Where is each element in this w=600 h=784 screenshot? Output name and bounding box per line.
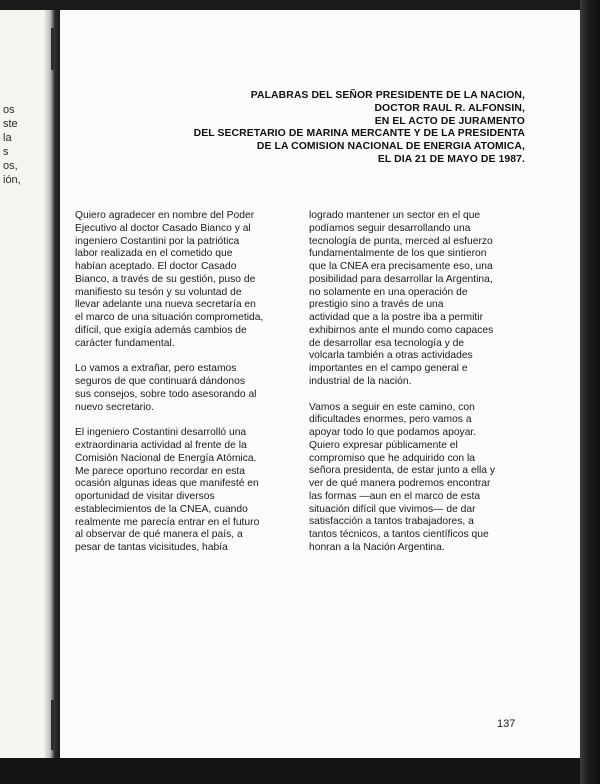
- previous-page-fragment: s: [3, 146, 9, 158]
- text-line: señora presidenta, de estar junto a ella y: [309, 465, 496, 477]
- text-line: tecnología de punta, merced al esfuerzo: [309, 235, 493, 247]
- text-line: Quiero expresar públicamente el: [309, 439, 458, 451]
- text-line: Quiero agradecer en nombre del Poder: [75, 210, 255, 221]
- text-line: establecimientos de la CNEA, cuando: [75, 503, 248, 515]
- text-line: realmente me parecía entrar en el futuro: [75, 516, 260, 528]
- text-line: habían aceptado. El doctor Casado: [75, 261, 237, 272]
- text-line: oportunidad de visitar diversos: [75, 491, 215, 502]
- previous-page-fragment: la: [3, 132, 12, 144]
- text-line: difícil, que exigía además cambios de: [75, 324, 247, 336]
- heading-line: DEL SECRETARIO DE MARINA MERCANTE Y DE LA PRESIDENTA: [193, 128, 525, 140]
- text-line: tantos técnicos, a tantos científicos que: [309, 529, 489, 540]
- text-line: fundamentalmente de los que sintieron: [309, 248, 487, 260]
- text-line: actividad que a la postre iba a permitir: [309, 312, 483, 323]
- text-line: apoyar todo lo que podamos apoyar.: [309, 427, 477, 438]
- text-line: carácter fundamental.: [75, 337, 175, 349]
- text-line: volcarla también a otras actividades: [309, 350, 473, 362]
- text-line: labor realizada en el cometido que: [75, 248, 233, 260]
- text-line: pesar de tantas vicisitudes, había: [75, 542, 228, 553]
- speech-heading: [110, 90, 525, 167]
- paragraph: [75, 363, 290, 414]
- text-line: Me parece oportuno recordar en esta: [75, 465, 245, 477]
- paragraph: [75, 210, 290, 350]
- text-line: posibilidad para desarrollar la Argentina,: [309, 273, 493, 285]
- previous-page-text: [3, 103, 21, 187]
- text-line: nuevo secretario.: [75, 401, 154, 413]
- text-line: Vamos a seguir en este camino, con: [309, 401, 475, 413]
- scan-border-bottom: [0, 758, 600, 784]
- heading-line: DE LA COMISION NACIONAL DE ENERGIA ATOMICA,: [256, 141, 525, 153]
- scan-border-top: [0, 0, 600, 10]
- text-line: ocasión algunas ideas que manifesté en: [75, 478, 259, 490]
- text-line: Bianco, a través de su gestión, puso de: [75, 273, 256, 285]
- previous-page-fragment: os: [3, 104, 15, 116]
- text-line: Comisión Nacional de Energía Atómica.: [75, 452, 257, 464]
- text-line: no solamente en una operación de: [309, 286, 468, 298]
- text-line: las formas —aun en el marco de esta: [309, 490, 481, 502]
- paragraph: [309, 402, 524, 555]
- text-line: compromiso que he adquirido con la: [309, 452, 475, 464]
- text-line: al observar de qué manera el país, a: [75, 529, 243, 541]
- heading-line: DOCTOR RAUL R. ALFONSIN,: [374, 102, 525, 114]
- text-line: que la CNEA era precisamente eso, una: [309, 261, 493, 272]
- text-line: situación difícil que vivimos— de dar: [309, 503, 476, 515]
- text-line: Ejecutivo al doctor Casado Bianco y al: [75, 222, 251, 234]
- gutter-mark: [51, 28, 54, 70]
- text-line: podíamos seguir desarrollando una: [309, 222, 471, 234]
- heading-line: EN EL ACTO DE JURAMENTO: [374, 115, 525, 127]
- text-line: dificultades enormes, pero vamos a: [309, 414, 472, 426]
- text-line: manifiesto su tesón y su voluntad de: [75, 286, 242, 298]
- text-line: ver de qué manera podremos encontrar: [309, 478, 491, 489]
- paragraph: [75, 427, 290, 555]
- text-line: sus consejos, sobre todo asesorando al: [75, 388, 257, 400]
- text-line: prestigio sino a través de una: [309, 299, 444, 311]
- right-text-column: [309, 210, 524, 568]
- text-line: extraordinaria actividad al frente de la: [75, 440, 247, 451]
- text-line: logrado mantener un sector en el que: [309, 210, 481, 221]
- previous-page-fragment: os,: [3, 160, 18, 172]
- text-line: seguros de que continuará dándonos: [75, 376, 246, 387]
- page-number: 137: [497, 718, 516, 730]
- gutter-mark: [51, 700, 54, 750]
- text-line: ingeniero Costantini por la patriótica: [75, 235, 240, 247]
- text-line: honran a la Nación Argentina.: [309, 541, 445, 553]
- previous-page-fragment: ste: [3, 118, 18, 130]
- scan-border-right: [580, 0, 600, 784]
- left-text-column: [75, 210, 290, 568]
- previous-page-fragment: ión,: [3, 174, 21, 186]
- text-line: de desarrollar esa tecnología y de: [309, 337, 465, 349]
- paragraph: [309, 210, 524, 389]
- text-line: industrial de la nación.: [309, 375, 412, 387]
- text-line: satisfacción a tantos trabajadores, a: [309, 516, 474, 528]
- text-line: importantes en el campo general e: [309, 363, 468, 374]
- text-line: El ingeniero Costantini desarrolló una: [75, 427, 247, 439]
- text-line: el marco de una situación comprometida,: [75, 312, 264, 323]
- text-line: llevar adelante una nueva secretaría en: [75, 299, 256, 311]
- text-line: Lo vamos a extrañar, pero estamos: [75, 363, 237, 375]
- heading-line: EL DIA 21 DE MAYO DE 1987.: [377, 153, 525, 165]
- heading-line: PALABRAS DEL SEÑOR PRESIDENTE DE LA NACION,: [250, 90, 525, 101]
- text-line: exhibirnos ante el mundo como capaces: [309, 324, 494, 336]
